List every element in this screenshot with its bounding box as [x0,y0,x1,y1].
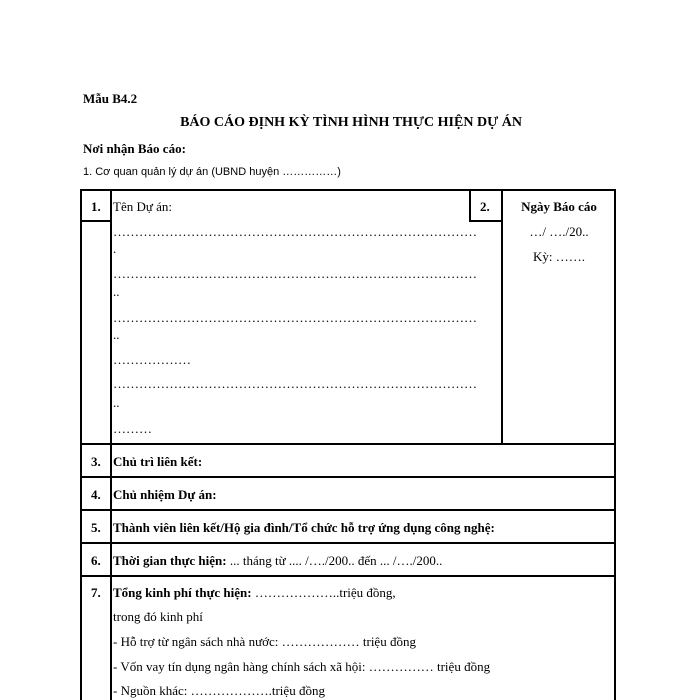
row-separator-6 [80,542,616,544]
budget-bank-loan: - Vốn vay tín dụng ngân hàng chính sách xã hội: …………… triệu đồng [113,659,491,674]
row7-number: 7. [91,585,101,600]
row5-number: 5. [91,520,101,535]
budget-state-support: - Hỗ trợ từ ngân sách nhà nước: ……………… triệu đồng [113,634,416,649]
implementation-time [113,553,442,569]
form-code: Mẫu B4.2 [83,91,138,106]
row1-name-right-line [469,189,471,222]
row1-name-separator [469,220,502,222]
row-separator-4 [80,476,616,478]
project-name-fill-line: .. [113,395,120,410]
row1-inner-top [80,220,111,222]
lead-partner-label: Chủ trì liên kết: [113,454,203,469]
number-column-line [110,189,112,700]
project-name-fill-line: .. [113,284,120,299]
row2-number: 2. [480,199,490,214]
project-name-label: Tên Dự án: [113,199,173,214]
project-name-fill-line: ………………………………………………………………………… [113,224,477,239]
budget-breakdown-intro: trong đó kinh phí [113,609,203,624]
implementation-time-value: ... tháng từ .... /…./200.. đến ... /…./200.. [226,553,443,568]
total-budget-label: Tổng kinh phí thực hiện: [113,585,252,600]
project-name-fill-line: .. [113,327,120,342]
row-separator-5 [80,509,616,511]
project-name-fill-line: . [113,241,117,256]
recipient-line: 1. Cơ quan quản lý dự án (UBND huyện ……………) [83,166,341,178]
recipient-heading: Nơi nhận Báo cáo: [83,141,186,156]
total-budget-value: ………………..triệu đồng, [251,585,396,600]
row-separator-7 [80,575,616,577]
table-border-top [80,189,616,191]
implementation-time-label: Thời gian thực hiện: [113,553,227,568]
budget-other-sources: - Nguồn khác: ……………….triệu đồng [113,683,325,698]
row3-number: 3. [91,454,101,469]
report-title: BÁO CÁO ĐỊNH KỲ TÌNH HÌNH THỰC HIỆN DỰ ÁN [180,115,522,130]
project-name-fill-line: ………………………………………………………………………… [113,376,477,391]
project-name-fill-line: ……… [113,421,152,436]
project-manager-label: Chủ nhiệm Dự án: [113,487,217,502]
project-name-fill-line: ………………………………………………………………………… [113,310,477,325]
total-budget [113,585,396,601]
report-date-label: Ngày Báo cáo [521,199,597,214]
partner-members-label: Thành viên liên kết/Hộ gia đình/Tổ chức hỗ trợ ứng dụng công nghệ: [113,520,495,535]
row1-number: 1. [91,199,101,214]
row1-info-divider [501,189,503,445]
row6-number: 6. [91,553,101,568]
row-separator-3 [80,443,616,445]
report-date-value: …/ …./20.. [529,224,589,239]
project-name-fill-line: ……………… [113,352,191,367]
project-name-fill-line: ………………………………………………………………………… [113,266,477,281]
report-period: Kỳ: ……. [533,249,585,264]
table-border-right [614,189,616,700]
table-border-left [80,189,82,700]
row4-number: 4. [91,487,101,502]
